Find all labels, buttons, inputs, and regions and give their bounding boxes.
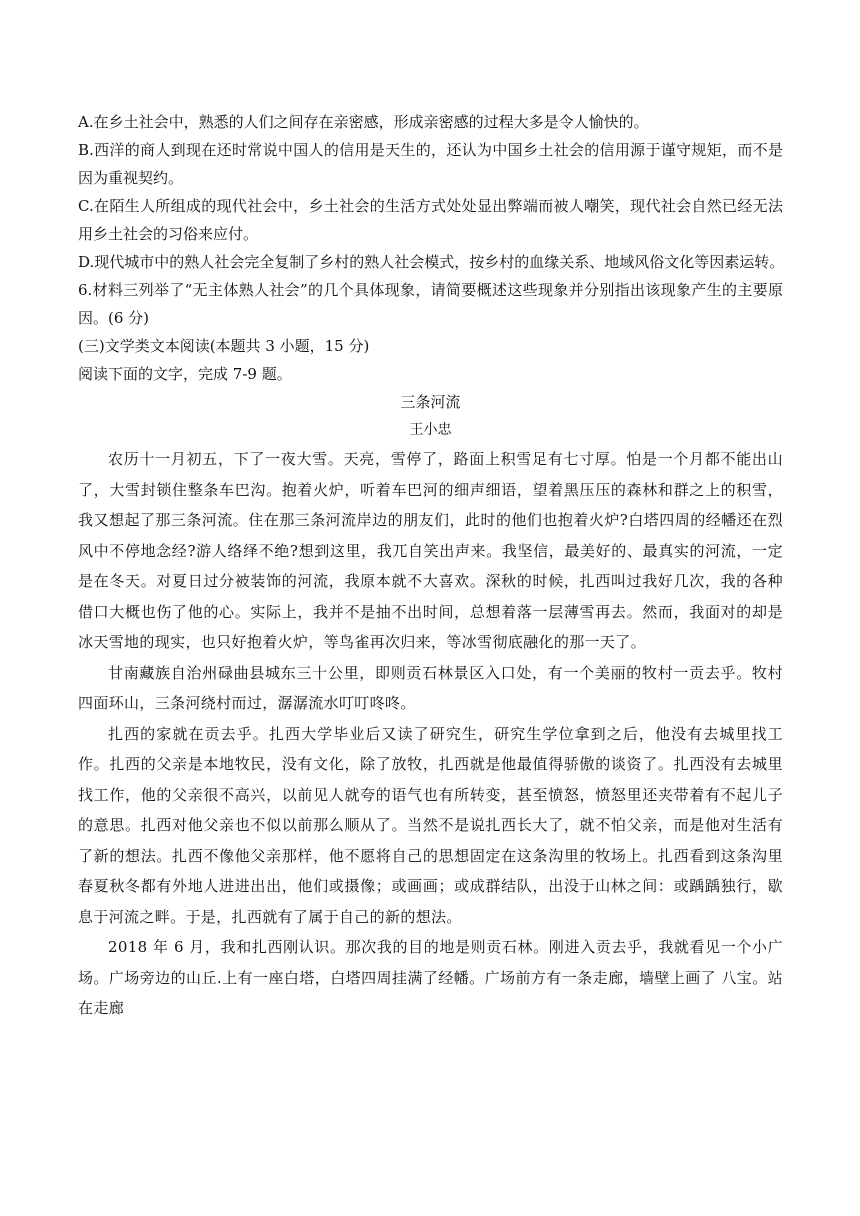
passage-paragraph-1: 农历十一月初五，下了一夜大雪。天亮，雪停了，路面上积雪足有七寸厚。怕是一个月都不能出山了，大雪封锁住整条车巴沟。抱着火炉，听着车巴河的细声细语，望着黑压压的森林和群之上的积雪，我又想起了那三条河流。住在那三条河流岸边的朋友们，此时的他们也抱着火炉?白塔四周的经幡还在烈风中不停地念经?游人络绎不绝?想到这里，我兀自笑出声来。我坚信，最美好的、最真实的河流，一定是在冬天。对夏日过分被装饰的河流，我原本就不大喜欢。深秋的时候，扎西叫过我好几次，我的各种借口大概也伤了他的心。实际上，我并不是抽不出时间，总想着落一层薄雪再去。然而，我面对的却是冰天雪地的现实，也只好抱着火炉，等鸟雀再次归来，等冰雪彻底融化的那一天了。 [78, 450, 783, 651]
reading-instruction: 阅读下面的文字，完成 7-9 题。 [78, 365, 292, 383]
passage-paragraph-4: 2018 年 6 月，我和扎西刚认识。那次我的目的地是则贡石林。刚进入贡去乎，我就看见一个小广场。广场旁边的山丘.上有一座白塔，白塔四周挂满了经幡。广场前方有一条走廊，墙壁上画了 八宝。站在走廊 [78, 938, 783, 1017]
section-3-heading: (三)文学类文本阅读(本题共 3 小题，15 分) [78, 337, 370, 355]
option-d: D.现代城市中的熟人社会完全复制了乡村的熟人社会模式，按乡村的血缘关系、地域风俗文化等因素运转。 [78, 253, 785, 271]
document-page [78, 108, 783, 1024]
passage-paragraph-2: 甘南藏族自治州碌曲县城东三十公里，即则贡石林景区入口处，有一个美丽的牧村一贡去乎。牧村四面环山，三条河绕村而过，潺潺流水叮叮咚咚。 [78, 663, 783, 712]
question-6: 6.材料三列举了“无主体熟人社会”的几个具体现象，请简要概述这些现象并分别指出该现象产生的主要原因。(6 分) [78, 281, 783, 327]
option-b: B.西洋的商人到现在还时常说中国人的信用是天生的，还认为中国乡土社会的信用源于谨守规矩，而不是因为重视契约。 [78, 141, 783, 187]
passage-title: 三条河流 [400, 393, 461, 411]
passage-paragraph-3: 扎西的家就在贡去乎。扎西大学毕业后又读了研究生，研究生学位拿到之后，他没有去城里找工作。扎西的父亲是本地牧民，没有文化，除了放牧，扎西就是他最值得骄傲的谈资了。扎西没有去城里找工作，他的父亲很不高兴，以前见人就夸的语气也有所转变，甚至愤怒，愤怒里还夹带着有不起儿子的意思。扎西对他父亲也不似以前那么顺从了。当然不是说扎西长大了，就不怕父亲，而是他对生活有了新的想法。扎西不像他父亲那样，他不愿将自己的思想固定在这条沟里的牧场上。扎西看到这条沟里春夏秋冬都有外地人进进出出，他们或摄像；或画画；或成群结队，出没于山林之间：或踽踽独行，歇息于河流之畔。于是，扎西就有了属于自己的新的想法。 [78, 724, 783, 926]
option-c: C.在陌生人所组成的现代社会中，乡土社会的生活方式处处显出弊端而被人嘲笑，现代社会自然已经无法用乡土社会的习俗来应付。 [78, 197, 783, 243]
option-a: A.在乡土社会中，熟悉的人们之间存在亲密感，形成亲密感的过程大多是令人愉快的。 [78, 113, 649, 131]
passage-author: 王小忠 [409, 422, 452, 438]
